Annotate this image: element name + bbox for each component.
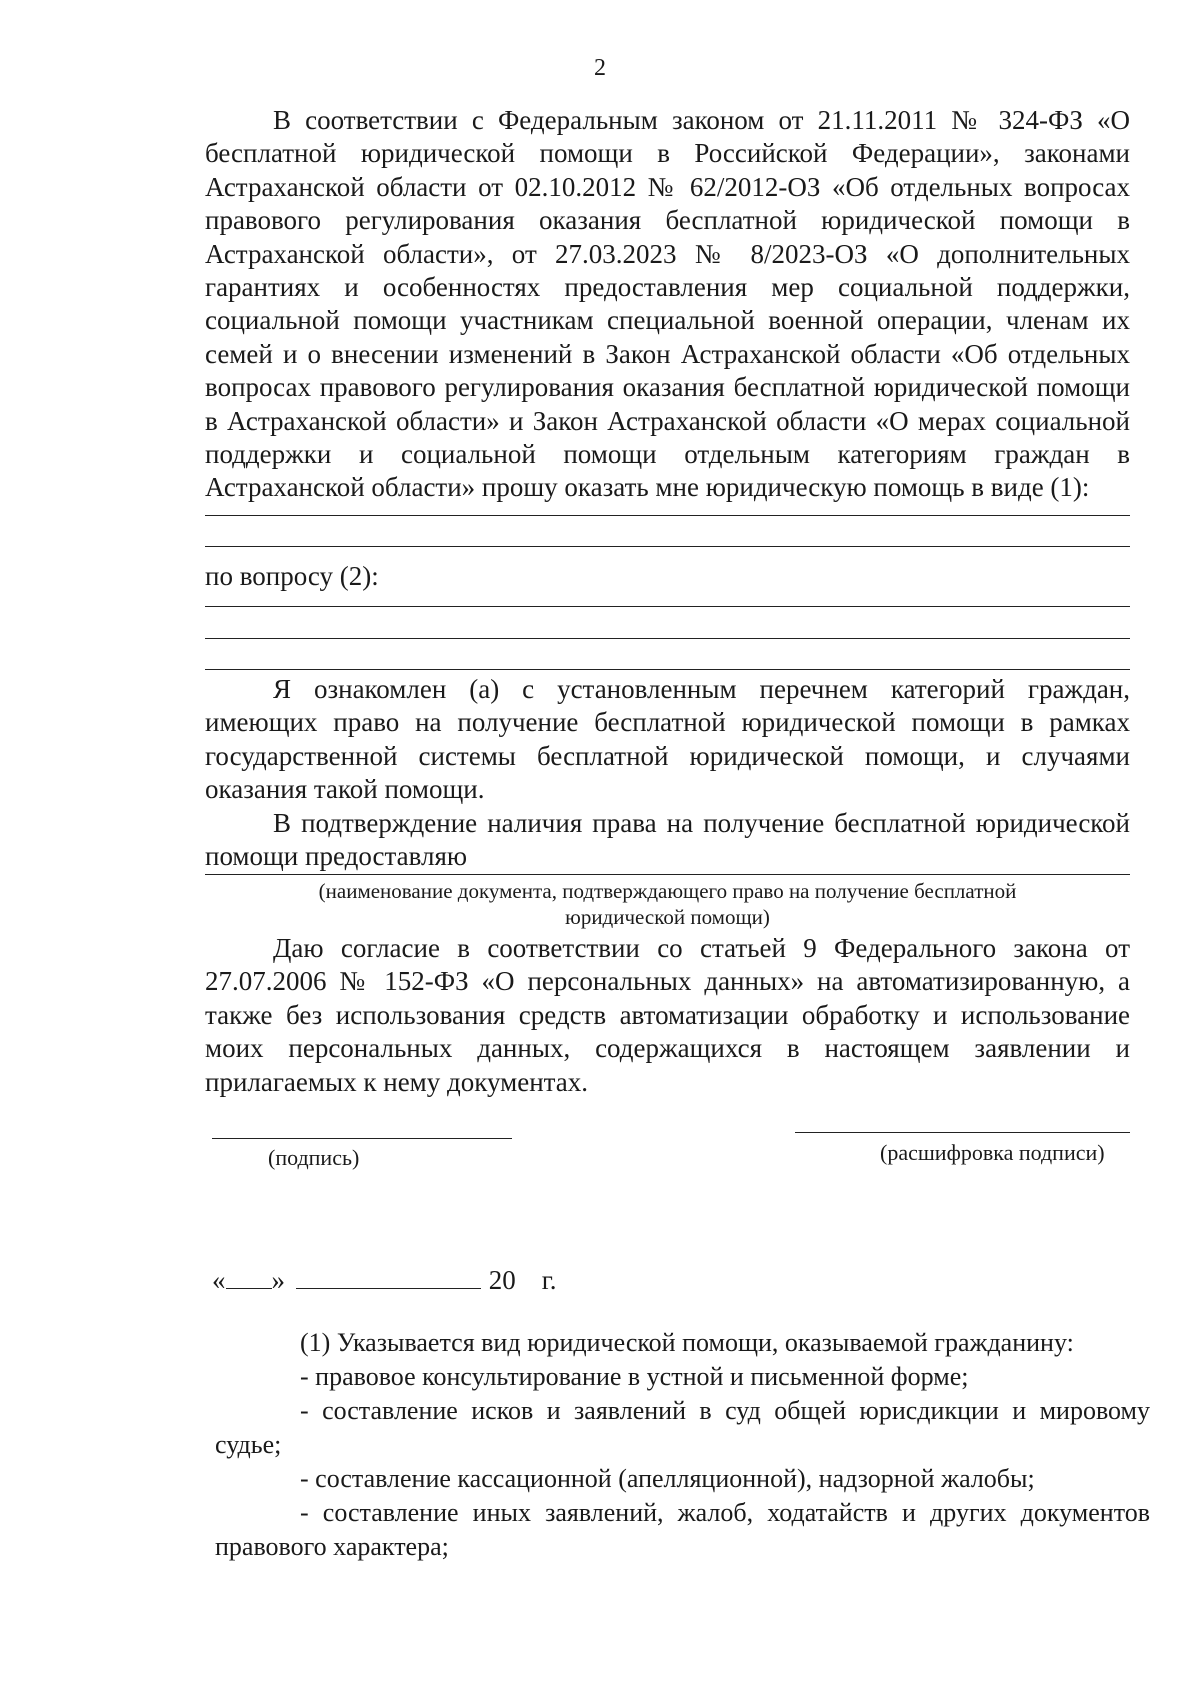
consent-section xyxy=(205,932,1130,1099)
acknowledgement-section xyxy=(205,673,1130,873)
question-line-3[interactable] xyxy=(205,669,1130,670)
intro-paragraph: В соответствии с Федеральным законом от 21.11.2011 № 324-ФЗ «О бесплатной юридической помощи в Российской Федерации», законами Астраханской области от 02.10.2012 № 62/2012-ОЗ «Об отдельных вопросах правового регулирования оказания бесплатной юридической помощи в Астраханской области», от 27.03.2023 № 8/2023-ОЗ «О дополнительных гарантиях и особенностях предоставления мер социальной поддержки, социальной помощи участникам специальной военной операции, членам их семей и о внесении изменений в Закон Астраханской области «Об отдельных вопросах правового регулирования оказания бесплатной юридической помощи в Астраханской области» и Закон Астраханской области «О мерах социальной поддержки и социальной помощи отдельным категориям граждан в Астраханской области» прошу оказать мне юридическую помощь в виде (1): xyxy=(205,105,1130,503)
signature-line[interactable] xyxy=(212,1138,512,1139)
document-name-line[interactable] xyxy=(205,874,1130,875)
document-caption-line1: (наименование документа, подтверждающего право на получение бесплатной xyxy=(318,879,1017,903)
page-number: 2 xyxy=(594,55,606,81)
help-type-line-2[interactable] xyxy=(205,546,1130,547)
date-open-quote: « xyxy=(212,1265,226,1295)
footnote-heading: (1) Указывается вид юридической помощи, оказываемой гражданину: xyxy=(300,1328,1074,1357)
date-year-suffix: г. xyxy=(541,1265,557,1295)
signature-decoding-label: (расшифровка подписи) xyxy=(880,1140,1105,1165)
signature-decoding-line[interactable] xyxy=(795,1132,1130,1133)
footnotes xyxy=(215,1326,1150,1564)
question-line-2[interactable] xyxy=(205,638,1130,639)
help-type-line-1[interactable] xyxy=(205,515,1130,516)
date-day-field[interactable] xyxy=(226,1266,272,1289)
date-close-quote: » xyxy=(271,1265,285,1295)
date-year-prefix: 20 xyxy=(488,1265,516,1295)
footnote-item: - составление кассационной (апелляционной), надзорной жалобы; xyxy=(300,1464,1035,1493)
question-line-1[interactable] xyxy=(205,606,1130,607)
footnote-item: - правовое консультирование в устной и письменной форме; xyxy=(300,1362,969,1391)
acknowledgement-paragraph: Я ознакомлен (а) с установленным перечнем категорий граждан, имеющих право на получение бесплатной юридической помощи в рамках государственной системы бесплатной юридической помощи, и случаями оказания такой помощи. xyxy=(205,674,1130,805)
consent-paragraph: Даю согласие в соответствии со статьей 9 Федерального закона от 27.07.2006 № 152-ФЗ «О персональных данных» на автоматизированную, а также без использования средств автоматизации обработку и использование моих персональных данных, содержащихся в настоящем заявлении и прилагаемых к нему документах. xyxy=(205,933,1130,1097)
date-row xyxy=(212,1265,557,1296)
footnote-item: - составление иных заявлений, жалоб, ходатайств и других документов правового характера; xyxy=(215,1498,1150,1561)
footnote-item: - составление исков и заявлений в суд общей юрисдикции и мировому судье; xyxy=(215,1396,1150,1459)
question-label: по вопросу (2): xyxy=(205,561,379,591)
intro-section xyxy=(205,104,1130,505)
confirmation-paragraph: В подтверждение наличия права на получение бесплатной юридической помощи предоставляю xyxy=(205,807,1130,872)
signature-label: (подпись) xyxy=(268,1145,360,1170)
date-month-field[interactable] xyxy=(296,1266,481,1289)
document-caption-line2: юридической помощи) xyxy=(565,905,770,929)
